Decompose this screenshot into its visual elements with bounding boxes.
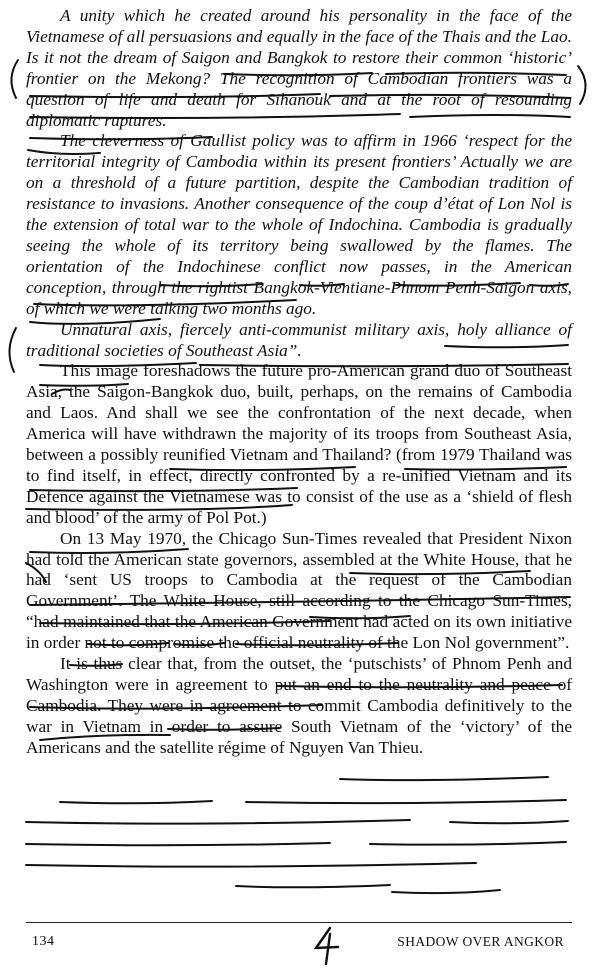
underline xyxy=(370,842,566,845)
underline xyxy=(236,885,390,887)
paragraph-5: On 13 May 1970, the Chicago Sun-Times revealed that President Nixon had told the American state governors, assembled at the White House, that he had ‘sent US troops to Cambodia at the request of the Cambodian Government’. The White House, still according to the Chicago Sun-Times, “had maintained that the American Government had acted on its own initiative in order not to compromise the official neutrality of the Lon Nol government”. xyxy=(26,528,572,653)
running-head: SHADOW OVER ANGKOR xyxy=(397,934,564,949)
handwritten-number-mark xyxy=(308,924,344,966)
underline xyxy=(26,820,410,824)
underline xyxy=(450,821,568,823)
underline xyxy=(340,777,548,780)
page-number: 134 xyxy=(32,934,55,949)
paragraph-4: This image foreshadows the future pro-American grand duo of Southeast Asia, the Saigon-Bangkok duo, built, perhaps, on the remains of Cambodia and Laos. And shall we see the confrontation of the next decade, when America will have withdrawn the majority of its troops from Southeast Asia, between a possibly reunified Vietnam and Thailand? (from 1979 Thailand was to find itself, in effect, directly confronted by a re-unified Vietnam and its Defence against the Vietnamese was to consist of the use as a ‘shield of flesh and blood’ of the army of Pol Pot.) xyxy=(26,361,572,527)
left-margin-bracket-2 xyxy=(9,328,16,372)
underline xyxy=(392,890,500,893)
right-margin-bracket-1 xyxy=(578,66,586,104)
paragraph-1: A unity which he created around his personality in the face of the Vietnamese of all persuasions and equally in the face of the Thais and the Lao. Is it not the dream of Saigon and Bangkok to restore their common ‘historic’ frontier on the Mekong? The recognition of Cambodian frontiers was a question of life and death for Sihanouk and at the root of resounding diplomatic ruptures. xyxy=(26,6,572,130)
underline xyxy=(26,863,476,867)
underline xyxy=(246,800,566,803)
underline xyxy=(26,843,330,845)
body-text xyxy=(26,6,572,759)
underline xyxy=(60,801,212,803)
paragraph-6: It is thus clear that, from the outset, the ‘putschists’ of Phnom Penh and Washington were in agreement to put an end to the neutrality and peace of Cambodia. They were in agreement to commit Cambodia definitively to the war in Vietnam in order to assure South Vietnam of the ‘victory’ of the Americans and the satellite régime of Nguyen Van Thieu. xyxy=(26,654,572,757)
left-margin-bracket-1 xyxy=(11,60,18,98)
footer-rule xyxy=(26,922,572,923)
paragraph-3: Unnatural axis, fiercely anti-communist military axis, holy alliance of traditional societies of Southeast Asia”. xyxy=(26,319,572,360)
paragraph-2: The cleverness of Gaullist policy was to affirm in 1966 ‘respect for the territorial integrity of Cambodia within its present frontiers’ Actually we are on a threshold of a future partition, despite the Cambodian tradition of resistance to invasions. Another consequence of the coup d’état of Lon Nol is the extension of total war to the whole of Indochina. Cambodia is gradually seeing the whole of its territory being swallowed by the flames. The orientation of the Indochinese conflict now passes, in the American conception, through the rightist Bangkok-Vientiane-Phnom Penh-Saigon axis, of which we were talking two months ago. xyxy=(26,131,572,318)
